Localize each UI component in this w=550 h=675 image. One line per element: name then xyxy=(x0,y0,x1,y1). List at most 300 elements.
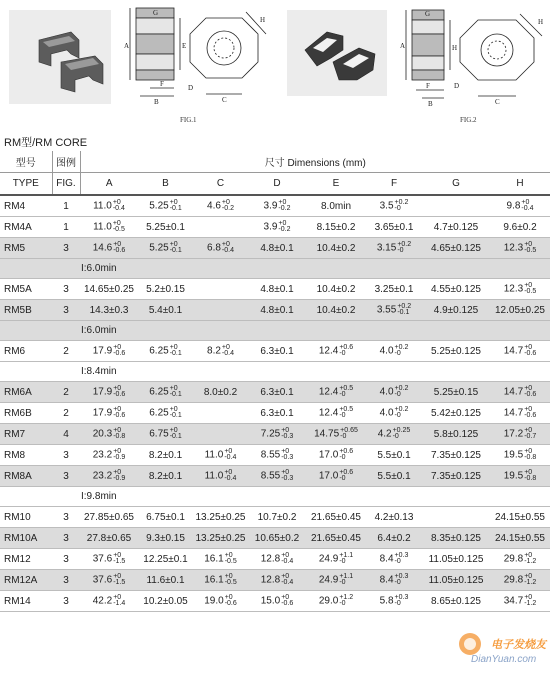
tolerance-lower: -0.1 xyxy=(169,391,182,398)
tolerance-lower: -0 xyxy=(394,205,401,212)
tolerance xyxy=(170,200,182,212)
type-cell: RM5 xyxy=(0,238,52,259)
dim-value: 19.0 xyxy=(204,595,224,607)
dim-value: 8.0min xyxy=(320,200,351,212)
tolerance xyxy=(113,595,125,607)
dim-value: 5.25 xyxy=(149,242,169,254)
table-row xyxy=(0,570,550,591)
dim-value: 8.55 xyxy=(260,470,281,482)
tolerance-upper: +0 xyxy=(524,573,533,580)
svg-text:G: G xyxy=(425,10,431,18)
dim-value: 12.4 xyxy=(318,345,339,357)
header-row-2 xyxy=(0,173,550,196)
dim-value: 14.6 xyxy=(92,242,113,254)
tolerance-upper: +0.2 xyxy=(394,344,409,351)
tolerance xyxy=(521,200,533,212)
note-row xyxy=(0,321,550,341)
fig-cell: 3 xyxy=(52,466,80,487)
dim-cell-d xyxy=(248,300,306,321)
tolerance xyxy=(339,407,353,419)
tolerance-upper: +1.1 xyxy=(339,573,354,580)
dim-value: 27.85±0.65 xyxy=(84,511,134,523)
dim-value: 11.0 xyxy=(204,470,224,482)
tolerance xyxy=(340,428,358,440)
dim-value: 29.8 xyxy=(503,574,524,586)
dim-value: 17.2 xyxy=(503,428,524,440)
tolerance xyxy=(524,449,536,461)
dim-cell-h xyxy=(490,445,550,466)
dim-value: 4.6 xyxy=(207,200,221,212)
tolerance-upper: +0 xyxy=(224,552,233,559)
dim-value: 8.2 xyxy=(207,345,221,357)
tolerance-upper: +0 xyxy=(521,199,530,206)
table-row xyxy=(0,382,550,403)
dim-cell-e xyxy=(306,341,366,362)
tolerance-lower: -0.6 xyxy=(113,412,126,419)
type-cell: RM5B xyxy=(0,300,52,321)
dim-cell-d xyxy=(248,217,306,238)
dim-value: 8.35±0.125 xyxy=(431,532,481,544)
tolerance xyxy=(222,242,234,254)
dim-cell-a xyxy=(80,424,138,445)
tolerance-upper: +0 xyxy=(169,406,178,413)
table-row xyxy=(0,300,550,321)
dim-cell-h xyxy=(490,279,550,300)
type-cell: RM8 xyxy=(0,445,52,466)
dim-cell-g xyxy=(422,403,490,424)
type-cell: RM7 xyxy=(0,424,52,445)
tolerance-upper: +0 xyxy=(113,448,122,455)
tolerance-lower: -0.7 xyxy=(524,433,537,440)
dim-value: 4.0 xyxy=(379,345,394,357)
type-cell: RM8A xyxy=(0,466,52,487)
note-row xyxy=(0,487,550,507)
tolerance xyxy=(393,428,411,440)
tolerance-lower: -0 xyxy=(339,600,346,607)
dim-cell-c xyxy=(193,238,248,259)
dim-value: 4.65±0.125 xyxy=(431,242,481,254)
dim-cell-c xyxy=(193,570,248,591)
dim-cell-g xyxy=(422,382,490,403)
tolerance xyxy=(339,595,353,607)
tolerance xyxy=(281,470,293,482)
dim-cell-e xyxy=(306,445,366,466)
header-col-a: A xyxy=(80,173,138,196)
dim-cell-e xyxy=(306,403,366,424)
dim-cell-f xyxy=(366,591,422,612)
dim-cell-g xyxy=(422,445,490,466)
dim-value: 24.9 xyxy=(318,553,339,565)
dim-value: 23.2 xyxy=(92,470,113,482)
dim-cell-d xyxy=(248,195,306,217)
tolerance-lower: -0 xyxy=(339,475,346,482)
dim-cell-c xyxy=(193,528,248,549)
tolerance xyxy=(339,386,353,398)
dim-cell-a xyxy=(80,382,138,403)
tolerance xyxy=(222,345,234,357)
dim-value: 5.25 xyxy=(149,200,169,212)
tolerance-lower: -0.1 xyxy=(169,412,182,419)
dim-value: 15.0 xyxy=(260,595,281,607)
dim-value: 29.8 xyxy=(503,553,524,565)
tolerance xyxy=(281,553,293,565)
svg-text:F: F xyxy=(160,80,164,88)
tolerance-lower: -1.5 xyxy=(113,558,126,565)
dim-cell-g xyxy=(422,570,490,591)
dim-cell-f xyxy=(366,279,422,300)
dim-cell-c xyxy=(193,591,248,612)
tolerance xyxy=(524,386,536,398)
tolerance-lower: -0.1 xyxy=(169,350,182,357)
tolerance-lower: -0.4 xyxy=(281,579,294,586)
dim-cell-b xyxy=(138,382,193,403)
tolerance-upper: +0 xyxy=(524,469,533,476)
dim-value: 6.75±0.1 xyxy=(146,511,185,523)
fig1-photo xyxy=(9,10,111,104)
dim-value: 24.9 xyxy=(318,574,339,586)
header-dimensions: 尺寸 Dimensions (mm) xyxy=(80,151,550,173)
dim-cell-g xyxy=(422,217,490,238)
figures-area xyxy=(0,0,550,132)
dim-cell-c xyxy=(193,507,248,528)
svg-text:H: H xyxy=(538,18,544,26)
tolerance xyxy=(278,200,290,212)
dim-value: 17.0 xyxy=(318,470,339,482)
table-row xyxy=(0,403,550,424)
tolerance-lower: -0 xyxy=(339,350,346,357)
dim-value: 17.0 xyxy=(318,449,339,461)
dim-cell-f xyxy=(366,507,422,528)
dim-value: 34.7 xyxy=(503,595,524,607)
dim-value: 4.0 xyxy=(379,407,394,419)
dim-value: 7.25 xyxy=(260,428,281,440)
dim-value: 10.4±0.2 xyxy=(316,242,356,254)
dim-value: 4.7±0.125 xyxy=(433,221,479,233)
tolerance xyxy=(222,200,234,212)
dim-cell-f xyxy=(366,445,422,466)
dim-cell-a xyxy=(80,217,138,238)
tolerance-upper: +0 xyxy=(524,594,533,601)
tolerance xyxy=(170,242,182,254)
dim-value: 37.6 xyxy=(92,574,113,586)
tolerance-upper: +0 xyxy=(281,573,290,580)
type-cell: RM4A xyxy=(0,217,52,238)
dim-value: 8.0±0.2 xyxy=(203,386,238,398)
tolerance-lower: -0 xyxy=(339,412,346,419)
svg-text:F: F xyxy=(426,82,430,90)
table-row xyxy=(0,507,550,528)
dim-cell-a xyxy=(80,300,138,321)
dim-value: 20.3 xyxy=(92,428,113,440)
dim-cell-e xyxy=(306,549,366,570)
dim-cell-e xyxy=(306,238,366,259)
dim-value: 6.25 xyxy=(149,407,169,419)
dim-cell-h xyxy=(490,238,550,259)
note-spacer xyxy=(52,259,80,279)
dim-value: 19.5 xyxy=(503,470,524,482)
dim-value: 24.15±0.55 xyxy=(495,511,545,523)
tolerance-upper: +0 xyxy=(113,573,122,580)
tolerance-upper: +0 xyxy=(524,344,533,351)
svg-text:B: B xyxy=(428,100,433,108)
dim-value: 5.8±0.125 xyxy=(433,428,479,440)
dim-cell-d xyxy=(248,382,306,403)
dim-cell-c xyxy=(193,466,248,487)
dim-value: 12.8 xyxy=(260,553,281,565)
dim-value: 8.2±0.1 xyxy=(148,449,183,461)
dim-cell-d xyxy=(248,445,306,466)
dim-value: 16.1 xyxy=(204,553,224,565)
header-fig-cn: 图例 xyxy=(52,151,80,173)
dim-cell-h xyxy=(490,528,550,549)
svg-text:H: H xyxy=(452,44,458,52)
dim-value: 4.55±0.125 xyxy=(431,283,481,295)
tolerance xyxy=(395,574,409,586)
note-row xyxy=(0,259,550,279)
tolerance-lower: -0.1 xyxy=(169,205,182,212)
tolerance-lower: -0.9 xyxy=(113,454,126,461)
dim-value: 5.5±0.1 xyxy=(377,449,411,461)
type-cell: RM12A xyxy=(0,570,52,591)
tolerance-upper: +0.2 xyxy=(397,241,412,248)
dim-value: 37.6 xyxy=(92,553,113,565)
note-row xyxy=(0,362,550,382)
dim-cell-a xyxy=(80,549,138,570)
tolerance xyxy=(339,553,353,565)
type-cell: RM6B xyxy=(0,403,52,424)
type-cell: RM10A xyxy=(0,528,52,549)
tolerance xyxy=(524,595,536,607)
dim-value: 5.25±0.15 xyxy=(433,386,479,398)
header-type-cn: 型号 xyxy=(0,151,52,173)
tolerance-upper: +1.2 xyxy=(339,594,354,601)
type-cell: RM5A xyxy=(0,279,52,300)
dim-value: 4.0 xyxy=(379,386,394,398)
dim-cell-g xyxy=(422,424,490,445)
fig-cell: 2 xyxy=(52,403,80,424)
dim-cell-g xyxy=(422,238,490,259)
note-text: I:6.0min xyxy=(80,321,550,341)
tolerance-upper: +0 xyxy=(524,282,533,289)
tolerance-upper: +0 xyxy=(113,427,122,434)
tolerance xyxy=(524,283,536,295)
dim-value: 9.3±0.15 xyxy=(146,532,185,544)
dim-cell-g xyxy=(422,591,490,612)
dim-cell-e xyxy=(306,279,366,300)
tolerance-upper: +0.5 xyxy=(339,406,354,413)
dim-cell-e xyxy=(306,591,366,612)
dim-cell-c xyxy=(193,300,248,321)
dim-cell-h xyxy=(490,382,550,403)
tolerance-upper: +0 xyxy=(113,469,122,476)
table-row xyxy=(0,424,550,445)
dim-cell-a xyxy=(80,403,138,424)
dim-cell-d xyxy=(248,507,306,528)
tolerance-upper: +0.65 xyxy=(340,427,358,434)
dim-cell-c xyxy=(193,549,248,570)
tolerance xyxy=(224,449,236,461)
tolerance-upper: +0.6 xyxy=(339,448,354,455)
dim-value: 23.2 xyxy=(92,449,113,461)
fig-cell: 3 xyxy=(52,591,80,612)
dim-value: 21.65±0.45 xyxy=(311,511,361,523)
dim-value: 4.9±0.125 xyxy=(433,304,479,316)
type-cell: RM6 xyxy=(0,341,52,362)
dim-cell-h xyxy=(490,466,550,487)
tolerance-lower: -0.5 xyxy=(112,226,125,233)
dim-value: 4.2±0.13 xyxy=(374,511,414,523)
tolerance-upper: +0 xyxy=(278,220,287,227)
fig1-drawing xyxy=(120,4,270,114)
dim-value: 3.9 xyxy=(263,221,278,233)
tolerance-lower: -0 xyxy=(394,412,401,419)
tolerance-upper: +0 xyxy=(169,344,178,351)
tolerance-upper: +0.25 xyxy=(392,427,411,434)
tolerance xyxy=(224,470,236,482)
fig-cell: 3 xyxy=(52,549,80,570)
dim-cell-d xyxy=(248,238,306,259)
tolerance-lower: -0 xyxy=(339,454,346,461)
dim-value: 8.4 xyxy=(379,574,394,586)
tolerance-lower: -0.6 xyxy=(113,391,126,398)
dim-value: 3.5 xyxy=(379,200,394,212)
dim-value: 4.8±0.1 xyxy=(260,283,294,295)
tolerance-lower: -0.6 xyxy=(113,247,126,254)
svg-text:B: B xyxy=(154,98,159,106)
tolerance xyxy=(339,470,353,482)
dim-cell-e xyxy=(306,570,366,591)
tolerance-lower: -0 xyxy=(340,433,347,440)
tolerance-lower: -0.3 xyxy=(281,454,294,461)
tolerance-upper: +0.3 xyxy=(394,573,409,580)
fig2-caption: FIG.2 xyxy=(460,116,477,124)
tolerance-lower: -0.8 xyxy=(113,433,126,440)
header-col-d: D xyxy=(248,173,306,196)
tolerance xyxy=(281,574,293,586)
dim-value: 10.65±0.2 xyxy=(254,532,300,544)
dim-value: 11.0 xyxy=(93,221,112,233)
tolerance xyxy=(113,449,125,461)
dim-value: 11.6±0.1 xyxy=(146,574,185,586)
tolerance-lower: -0.3 xyxy=(281,433,294,440)
dim-cell-a xyxy=(80,195,138,217)
dim-value: 14.65±0.25 xyxy=(84,283,134,295)
tolerance-upper: +0 xyxy=(169,427,178,434)
dim-value: 10.4±0.2 xyxy=(316,283,356,295)
tolerance-upper: +0.2 xyxy=(394,406,409,413)
tolerance-upper: +0 xyxy=(221,241,230,248)
note-spacer xyxy=(0,487,52,507)
dim-value: 5.25±0.125 xyxy=(431,345,481,357)
table-row xyxy=(0,445,550,466)
rm-core-photo-2 xyxy=(287,10,387,96)
tolerance xyxy=(281,449,293,461)
svg-text:G: G xyxy=(153,9,159,17)
dim-cell-b xyxy=(138,341,193,362)
dim-value: 11.05±0.125 xyxy=(428,574,484,586)
tolerance-upper: +0.6 xyxy=(339,469,354,476)
dim-cell-b xyxy=(138,570,193,591)
tolerance-lower: -0.2 xyxy=(278,226,291,233)
dim-cell-d xyxy=(248,570,306,591)
dim-value: 8.55 xyxy=(260,449,281,461)
tolerance-lower: -1.2 xyxy=(524,558,537,565)
fig-cell: 2 xyxy=(52,382,80,403)
header-col-e: E xyxy=(306,173,366,196)
dim-cell-b xyxy=(138,279,193,300)
dim-cell-e xyxy=(306,424,366,445)
dim-value: 5.5±0.1 xyxy=(377,470,411,482)
tolerance-upper: +0 xyxy=(281,427,290,434)
tolerance xyxy=(225,574,237,586)
header-fig-en: FIG. xyxy=(52,173,80,196)
dim-cell-h xyxy=(490,217,550,238)
tolerance-upper: +0 xyxy=(112,199,121,206)
tolerance xyxy=(395,345,409,357)
tolerance xyxy=(113,553,125,565)
dim-cell-a xyxy=(80,591,138,612)
tolerance-lower: -0.5 xyxy=(524,247,537,254)
table-row xyxy=(0,238,550,259)
dim-value: 29.0 xyxy=(318,595,339,607)
svg-text:A: A xyxy=(400,42,406,50)
svg-text:C: C xyxy=(222,96,227,104)
tolerance xyxy=(113,200,125,212)
dim-value: 6.4±0.2 xyxy=(377,532,411,544)
tolerance-lower: -0.4 xyxy=(224,454,237,461)
dim-cell-b xyxy=(138,217,193,238)
fig2-photo xyxy=(287,10,387,96)
dim-cell-a xyxy=(80,445,138,466)
dim-cell-h xyxy=(490,549,550,570)
tolerance-lower: -0 xyxy=(394,579,401,586)
dim-value: 14.7 xyxy=(503,407,524,419)
tolerance-lower: -0.4 xyxy=(112,205,125,212)
tolerance xyxy=(395,553,409,565)
tolerance xyxy=(170,407,182,419)
dim-cell-b xyxy=(138,403,193,424)
rm-core-spec-table xyxy=(0,151,550,612)
tolerance-lower: -0.5 xyxy=(224,579,237,586)
dim-cell-g xyxy=(422,466,490,487)
dim-cell-g xyxy=(422,300,490,321)
tolerance-lower: -0 xyxy=(394,558,401,565)
fig-cell: 3 xyxy=(52,570,80,591)
dim-cell-h xyxy=(490,570,550,591)
dim-value: 16.1 xyxy=(204,574,224,586)
tolerance xyxy=(339,574,353,586)
tolerance-lower: -0.4 xyxy=(224,475,237,482)
dim-value: 4.8±0.1 xyxy=(260,242,294,254)
dim-value: 27.8±0.65 xyxy=(86,532,132,544)
dim-cell-b xyxy=(138,549,193,570)
tolerance-lower: -1.2 xyxy=(524,600,537,607)
dim-cell-d xyxy=(248,549,306,570)
tolerance-lower: -0.4 xyxy=(281,558,294,565)
tolerance-lower: -0.3 xyxy=(281,475,294,482)
tolerance-upper: +0 xyxy=(524,241,533,248)
header-col-c: C xyxy=(193,173,248,196)
tolerance xyxy=(524,574,536,586)
dim-cell-f xyxy=(366,549,422,570)
tolerance xyxy=(524,553,536,565)
dim-value: 12.3 xyxy=(503,283,524,295)
type-cell: RM14 xyxy=(0,591,52,612)
dim-value: 12.4 xyxy=(318,407,339,419)
dim-value: 5.2±0.15 xyxy=(146,283,185,295)
tolerance-upper: +0 xyxy=(524,427,533,434)
tolerance xyxy=(170,428,182,440)
